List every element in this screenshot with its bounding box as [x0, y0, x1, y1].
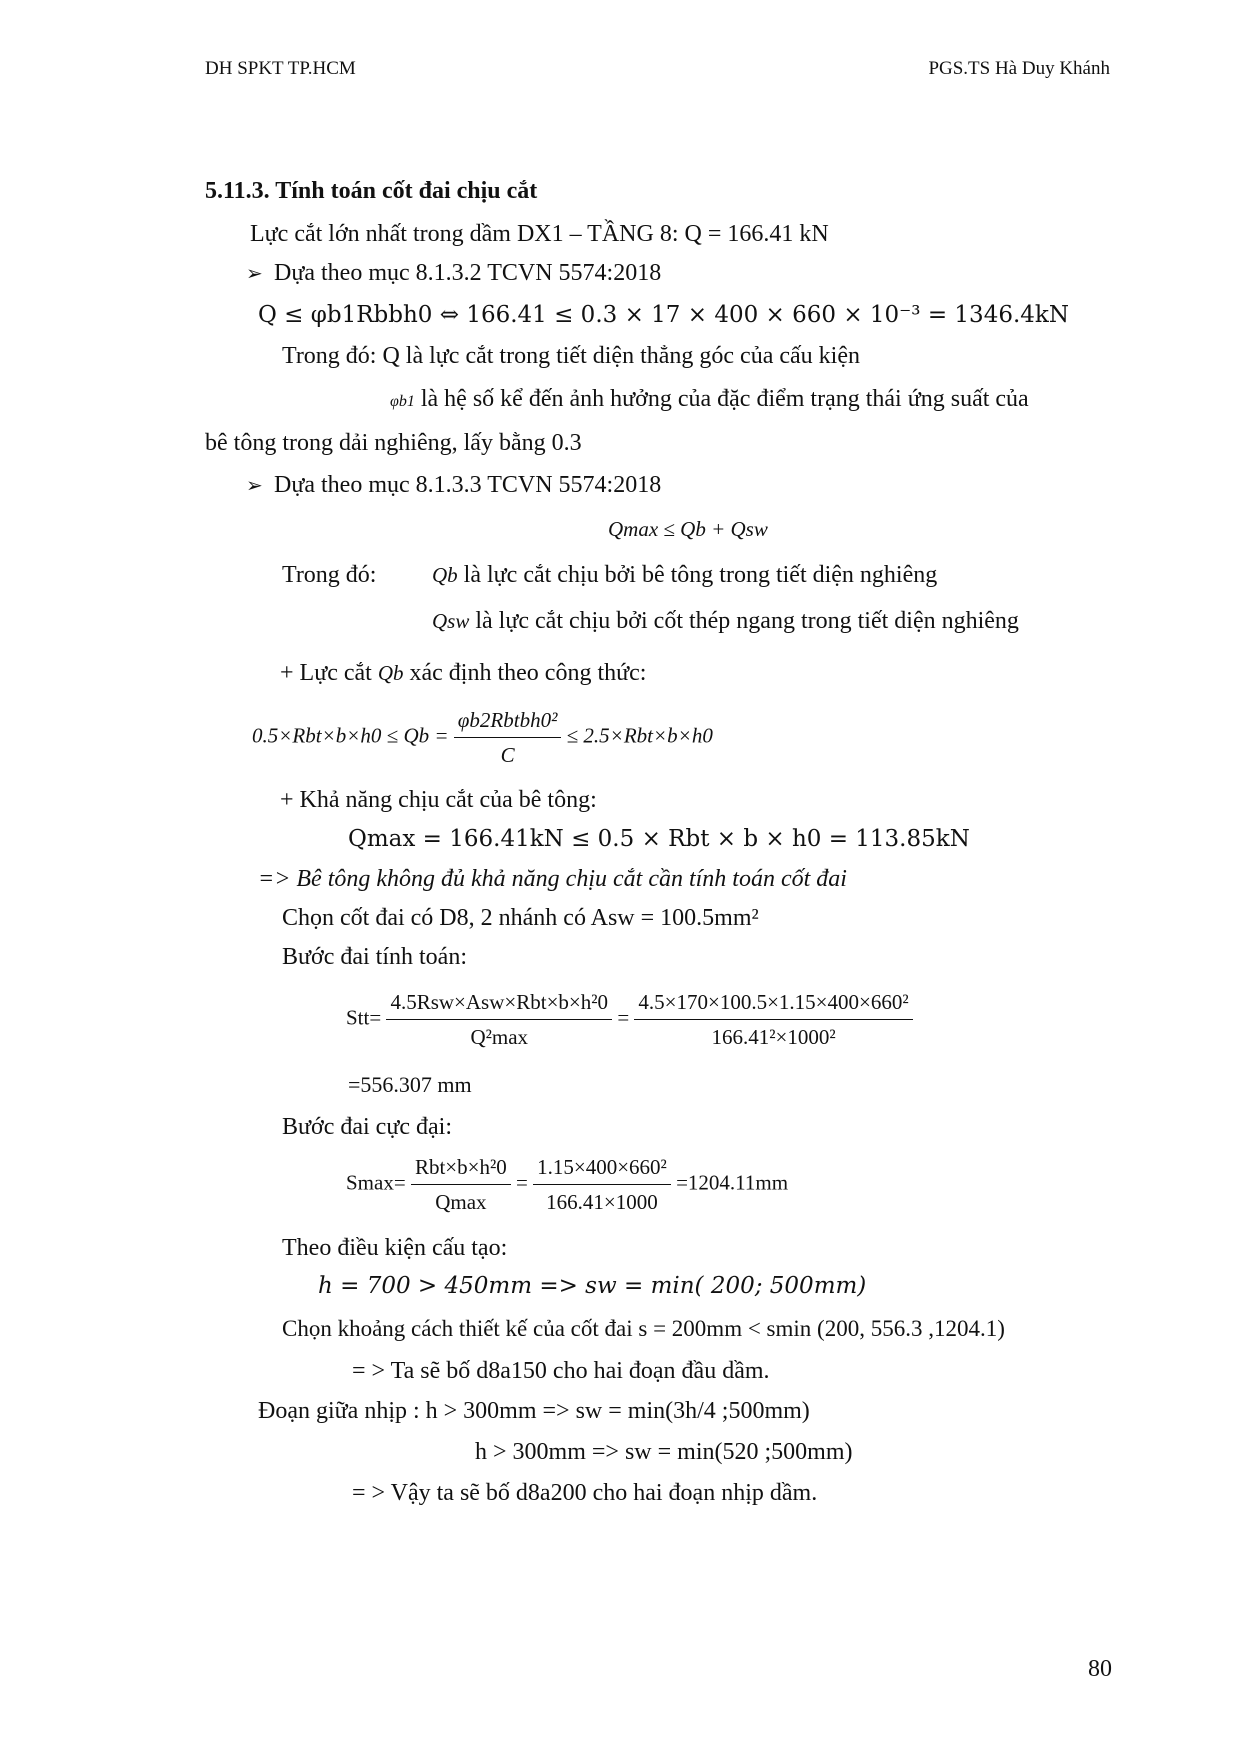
- qb-formula-intro-a: + Lực cắt: [280, 660, 372, 686]
- smax-denominator-2: 166.41×1000: [546, 1190, 658, 1214]
- eq3-fraction: [454, 703, 562, 772]
- equation-1: Q ≤ φb1Rbbh0 ⇔ 166.41 ≤ 0.3 × 17 × 400 × 660 × 10⁻³ = 1346.4kN: [258, 302, 1069, 328]
- smax-denominator-1: Qmax: [435, 1190, 487, 1214]
- bullet-1: [246, 258, 661, 289]
- arrow-bullet-icon: ➢: [246, 475, 263, 497]
- bullet-1-text: Dựa theo mục 8.1.3.2 TCVN 5574:2018: [274, 260, 662, 286]
- phi-description: là hệ số kể đến ảnh hưởng của đặc điểm trạng thái ứng suất của: [420, 386, 1029, 412]
- qb-symbol: Qb: [432, 563, 458, 587]
- equation-5: h = 700 > 450mm => sw = min( 200; 500mm): [318, 1273, 867, 1299]
- header-right: PGS.TS Hà Duy Khánh: [928, 58, 1110, 79]
- stt-lhs: Stt=: [346, 1005, 382, 1030]
- qb-formula-intro: [280, 658, 646, 688]
- stt-result: =556.307 mm: [348, 1072, 472, 1097]
- construct-label: Theo điều kiện cấu tạo:: [282, 1235, 508, 1261]
- stt-fraction-1: [386, 985, 612, 1054]
- equation-4: Qmax = 166.41kN ≤ 0.5 × Rbt × b × h0 = 113.85kN: [348, 826, 970, 852]
- eq3-right: ≤ 2.5×Rbt×b×h0: [566, 723, 713, 748]
- header-left: DH SPKT TP.HCM: [205, 58, 356, 79]
- eq3-numerator: φb2Rbtbh0²: [454, 703, 562, 738]
- result-1: = > Ta sẽ bố d8a150 cho hai đoạn đầu dầm.: [352, 1358, 770, 1384]
- stirrup-spacing-choice: Chọn khoảng cách thiết kế của cốt đai s = 200mm < smin (200, 556.3 ,1204.1): [282, 1316, 1005, 1341]
- phi-symbol: φb1: [390, 393, 415, 410]
- stt-equation: Stt= $\frac{\text{4.5Rsw×Asw×Rbt×b×h²0}}{\text{Q²max}}$ = $\frac{\text{4.5×170×100.5×1.15×400×660²}}{\text{166.41²×1000²}}$: [346, 985, 913, 1054]
- stt-numerator-1: 4.5Rsw×Asw×Rbt×b×h²0: [386, 985, 612, 1020]
- stt-denominator-2: 166.41²×1000²: [711, 1025, 836, 1049]
- qb-symbol-inline: Qb: [377, 661, 404, 685]
- smax-numerator-2: 1.15×400×660²: [533, 1150, 671, 1185]
- stirrup-choice: Chọn cốt đai có D8, 2 nhánh có Asw = 100.5mm²: [282, 905, 759, 931]
- stt-denominator-1: Q²max: [470, 1025, 529, 1049]
- qb-formula-intro-b: xác định theo công thức:: [409, 660, 647, 686]
- bullet-2-text: Dựa theo mục 8.1.3.3 TCVN 5574:2018: [274, 472, 662, 498]
- conclusion: => Bê tông không đủ khả năng chịu cắt cần tính toán cốt đai: [258, 866, 847, 892]
- smax-lhs: Smax=: [346, 1170, 406, 1195]
- mid-span-line-1: Đoạn giữa nhịp : h > 300mm => sw = min(3h/4 ;500mm): [258, 1398, 810, 1424]
- qb-description: là lực cắt chịu bởi bê tông trong tiết diện nghiêng: [463, 562, 938, 588]
- equation-3: [252, 703, 713, 772]
- result-2: = > Vậy ta sẽ bố d8a200 cho hai đoạn nhịp dầm.: [352, 1480, 818, 1506]
- page-number: 80: [1088, 1656, 1112, 1682]
- qsw-definition: [432, 606, 1019, 636]
- smax-equation: Smax= $\frac{\text{Rbt×b×h²0}}{Qmax}$ = $\frac{\text{1.15×400×660²}}{166.41\times 1000}$ =1204.11mm: [346, 1150, 788, 1219]
- eq3-denominator: C: [500, 743, 515, 767]
- phi-definition: [390, 384, 1029, 417]
- qb-definition: [432, 560, 937, 590]
- stt-numerator-2: 4.5×170×100.5×1.15×400×660²: [634, 985, 912, 1020]
- where-1: Trong đó: Q là lực cắt trong tiết diện thẳng góc của cấu kiện: [282, 343, 860, 369]
- equation-2: Qmax ≤ Qb + Qsw: [608, 517, 768, 541]
- paragraph-shear-force: Lực cắt lớn nhất trong dầm DX1 – TẦNG 8: Q = 166.41 kN: [250, 221, 829, 247]
- step-max-label: Bước đai cực đại:: [282, 1114, 452, 1140]
- qsw-description: là lực cắt chịu bởi cốt thép ngang trong tiết diện nghiêng: [475, 608, 1019, 634]
- smax-numerator-1: Rbt×b×h²0: [411, 1150, 511, 1185]
- smax-result: =1204.11mm: [676, 1170, 789, 1195]
- section-title: 5.11.3. Tính toán cốt đai chịu cắt: [205, 178, 538, 204]
- eq3-left: 0.5×Rbt×b×h0 ≤ Qb =: [252, 723, 449, 748]
- smax-fraction-2: [533, 1150, 671, 1219]
- where-2-label: Trong đó:: [282, 562, 377, 588]
- arrow-bullet-icon: ➢: [246, 263, 263, 285]
- mid-span-line-2: h > 300mm => sw = min(520 ;500mm): [475, 1439, 853, 1465]
- step-calc-label: Bước đai tính toán:: [282, 944, 468, 970]
- stt-fraction-2: [634, 985, 912, 1054]
- bullet-2: [246, 470, 661, 501]
- phi-description-continued: bê tông trong dải nghiêng, lấy bằng 0.3: [205, 430, 582, 456]
- qsw-symbol: Qsw: [432, 609, 470, 633]
- capacity-intro: + Khả năng chịu cắt của bê tông:: [280, 787, 597, 813]
- smax-fraction-1: [411, 1150, 511, 1219]
